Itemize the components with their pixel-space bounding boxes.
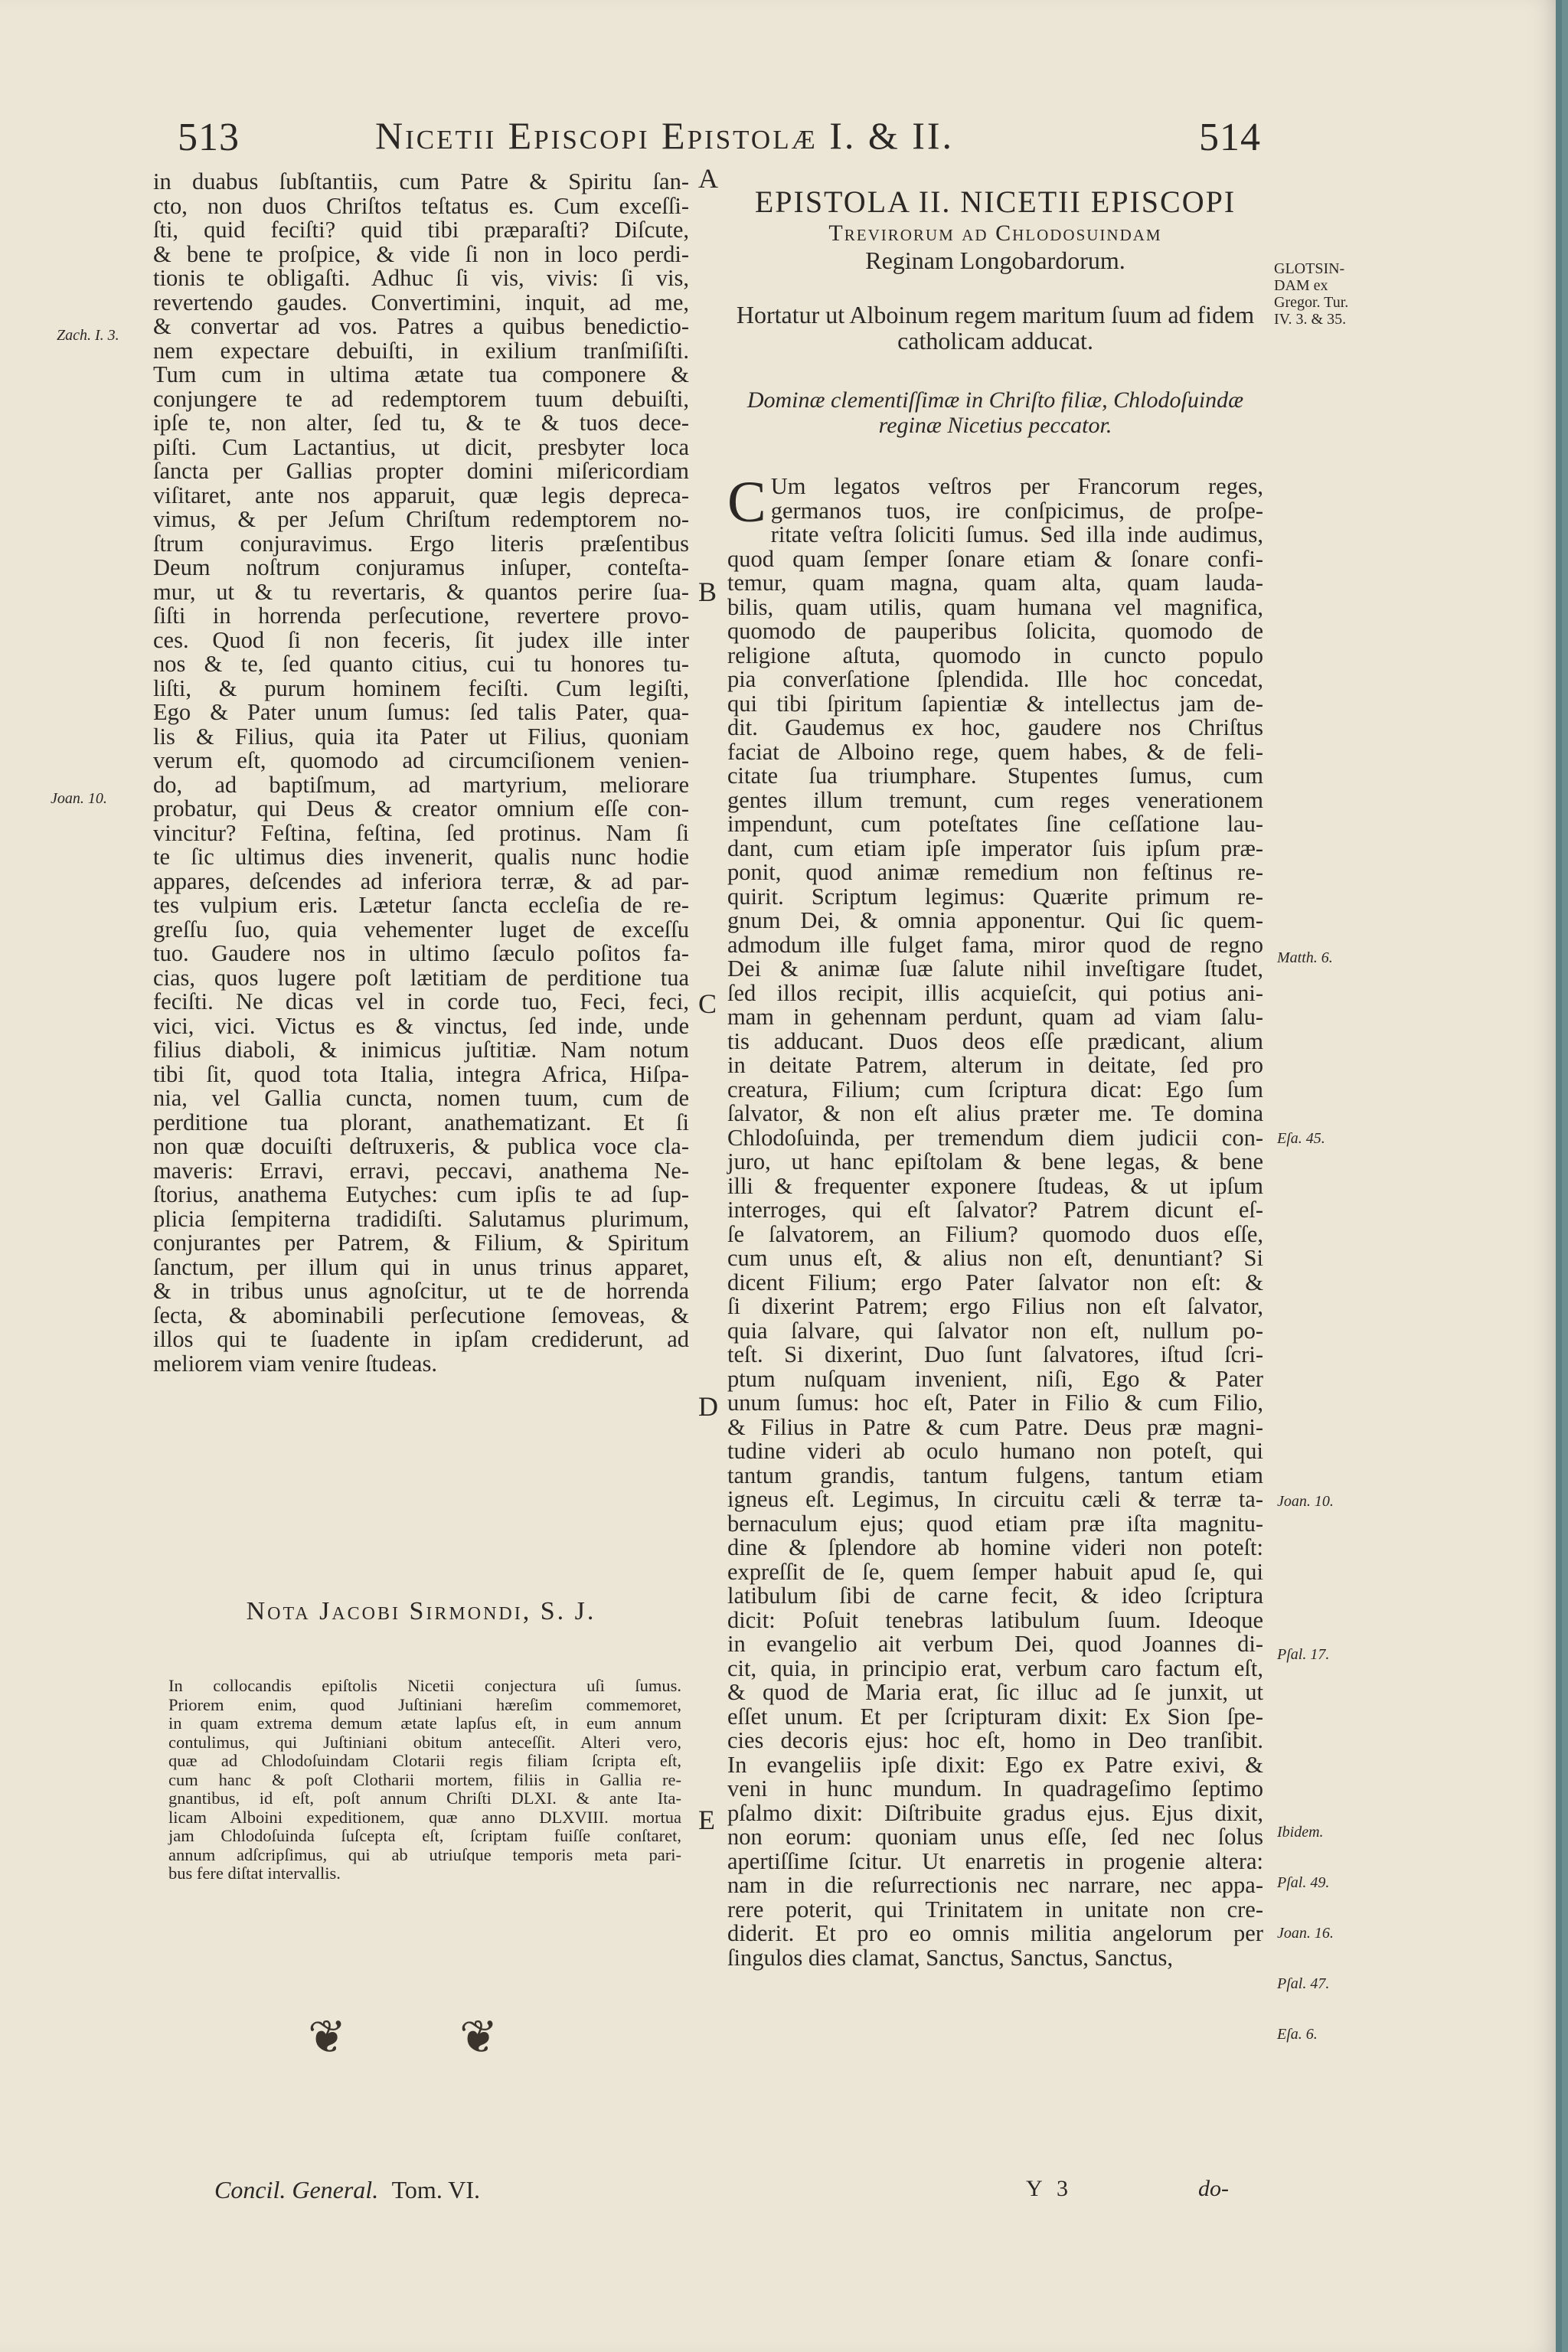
epistle-argument: Hortatur ut Alboinum regem maritum ſuum ad fidem catholicam adducat. [736, 301, 1255, 354]
nota-line: In collocandis epiſtolis Nicetii conjectura uſi ſumus. [168, 1676, 681, 1695]
section-letter-d: D [698, 1391, 718, 1422]
text-line: Um legatos veſtros per Francorum reges, [770, 473, 1263, 499]
text-line: Ego & Pater unum ſumus: ſed talis Pater, qua- [153, 699, 689, 725]
text-line: & convertar ad vos. Patres a quibus benedictio- [153, 313, 689, 339]
epistle-subtitle: Trevirorum ad Chlodosuindam [828, 220, 1162, 246]
nota-text [168, 1677, 681, 1883]
text-line: cit, quia, in principio erat, verbum caro factum eſt, [727, 1655, 1263, 1681]
nota-line: jam Chlodoſuinda ſuſcepta eſt, ſcriptam fuiſſe conſtaret, [168, 1826, 681, 1845]
text-line: verum eſt, quomodo ad circumciſionem venien- [153, 747, 689, 773]
text-line: latibulum ſibi de carne fecit, & ideo ſcriptura [727, 1583, 1263, 1609]
text-line: ſancta per Gallias propter domini miſericordiam [153, 458, 689, 484]
text-line: cies decoris ejus: hoc eſt, homo in Deo tranſibit. [727, 1727, 1263, 1753]
text-line: greſſu ſuo, quia vehementer luget de exceſſu [153, 916, 689, 942]
text-line: nia, vel Gallia cuncta, nomen tuum, cum de [153, 1085, 689, 1111]
margin-note-right: Joan. 10. [1277, 1493, 1334, 1510]
text-line: bernaculum ejus; quod etiam præ iſta magnitu- [727, 1510, 1263, 1537]
text-line: teſt. Si dixerint, Duo ſunt ſalvatores, iſtud ſcri- [727, 1341, 1263, 1367]
text-line: in duabus ſubſtantiis, cum Patre & Spiritu ſan- [153, 168, 689, 194]
text-line: quod quam ſemper ſonare etiam & ſonare confi- [727, 545, 1263, 572]
text-line: ſtrum conjuravimus. Ergo literis præſentibus [153, 530, 689, 557]
text-line: ſiſti in horrenda perſecutione, revertere provo- [153, 603, 689, 629]
nota-line: licam Alboini expeditionem, quæ anno DLXVIII. mortua [168, 1807, 681, 1827]
text-line: juro, ut hanc epiſtolam & bene legas, & bene [727, 1148, 1263, 1174]
text-line: tionis te obligaſti. Adhuc ſi vis, vivis: ſi vis, [153, 265, 689, 291]
text-line: diderit. Et pro eo omnis militia angelorum per [727, 1920, 1263, 1946]
left-text-column [153, 170, 689, 1376]
text-line: Chlodoſuinda, per tremendum diem judicii con- [727, 1124, 1263, 1151]
margin-note-right: Eſa. 45. [1277, 1130, 1325, 1147]
text-line: creatura, Filium; cum ſcriptura dicat: Ego ſum [727, 1076, 1263, 1102]
text-line: vimus, & per Jeſum Chriſtum redemptorem no- [153, 506, 689, 532]
text-line: tibi ſit, quod tota Italia, integra Africa, Hiſpa- [153, 1060, 689, 1087]
text-line: eſſet unum. Et per ſcripturam dixit: Ex Sion ſpe- [727, 1703, 1263, 1730]
text-line: in deitate Patrem, alterum in deitate, ſed pro [727, 1052, 1263, 1078]
text-line: tis adducant. Duos deos eſſe prædicant, alium [727, 1027, 1263, 1054]
footer-tome: Tom. VI. [391, 2176, 480, 2203]
text-line: ponit, quod animæ remedium non feſtinus re- [727, 859, 1263, 885]
text-line: ſecta, & abominabili perſecutione ſemoveas, & [153, 1302, 689, 1328]
nota-line: bus fere diſtat intervallis. [168, 1864, 341, 1883]
text-line: ritate veſtra ſoliciti ſumus. Sed illa inde audimus, [770, 521, 1263, 547]
text-line: nam in die reſurrectionis nec narrare, nec appa- [727, 1872, 1263, 1898]
margin-note-right: IV. 3. & 35. [1274, 311, 1347, 328]
margin-note-left: Zach. I. 3. [57, 327, 119, 344]
text-line: do, ad baptiſmum, ad martyrium, meliorare [153, 771, 689, 798]
page-edge [1556, 0, 1562, 2352]
text-line: ſtorius, anathema Eutyches: cum ipſis te ad ſup- [153, 1181, 689, 1207]
text-line: plicia ſempiterna tradidiſti. Salutamus plurimum, [153, 1205, 689, 1232]
text-line: ſanctum, per illum qui in unus trinus apparet, [153, 1253, 689, 1280]
text-line: ſingulos dies clamat, Sanctus, Sanctus, Sanctus, [727, 1944, 1173, 1971]
text-line: non quæ docuiſti deſtruxeris, & publica voce cla- [153, 1133, 689, 1159]
page-number-right: 514 [1199, 116, 1261, 159]
section-letter-b: B [698, 577, 717, 607]
drop-cap: C [727, 470, 766, 534]
margin-note-right: Pſal. 17. [1277, 1646, 1330, 1663]
margin-note-right: Joan. 16. [1277, 1925, 1334, 1942]
text-line: mur, ut & tu revertaris, & quantos perire ſua- [153, 578, 689, 605]
text-line: Tum cum in ultima ætate tua componere & [153, 361, 689, 387]
text-line: interroges, qui eſt ſalvator? Patrem dicunt eſ- [727, 1197, 1263, 1223]
text-line: maveris: Erravi, erravi, peccavi, anathema Ne- [153, 1157, 689, 1184]
margin-note-left: Joan. 10. [51, 790, 107, 807]
text-line: dicent Filium; ergo Pater ſalvator non eſt: & [727, 1269, 1263, 1295]
footer-council: Concil. General. [214, 2176, 379, 2203]
text-line: perditione tua plorant, anathematizant. Et ſi [153, 1109, 689, 1135]
text-line: ſti, quid feciſti? quid tibi præparaſti? Diſcute, [153, 217, 689, 243]
section-letter-c: C [698, 988, 717, 1019]
text-line: vici, vici. Victus es & vinctus, ſed inde, unde [153, 1012, 689, 1039]
margin-note-right: Gregor. Tur. [1274, 294, 1349, 311]
epistle-subtitle-2: Reginam Longobardorum. [865, 247, 1125, 274]
text-line: tantum grandis, tantum fulgens, tantum etiam [727, 1462, 1263, 1488]
margin-note-right: Pſal. 49. [1277, 1874, 1330, 1891]
text-line: illos qui te ſuadente in ipſam crediderunt, ad [153, 1326, 689, 1352]
margin-note-right: GLOTSIN- [1274, 260, 1345, 277]
text-line: quomodo de pauperibus ſolicita, quomodo de [727, 618, 1263, 644]
text-line: quia ſalvare, qui ſalvator non eſt, nullum po- [727, 1317, 1263, 1344]
section-letter-a: A [698, 163, 718, 194]
nota-line: contulimus, qui Juſtiniani obitum anteceſſit. Alteri vero, [168, 1732, 681, 1752]
text-line: citate ſua triumphare. Stupentes ſumus, cum [727, 763, 1263, 789]
nota-line: cum hanc & poſt Clotharii mortem, filiis in Gallia re- [168, 1769, 681, 1789]
text-line: dicit: Poſuit tenebras latibulum ſuum. Ideoque [727, 1606, 1263, 1633]
text-line: nos & te, ſed quanto citius, cui tu honores tu- [153, 651, 689, 677]
text-line: admodum ille fulget fama, miror quod de regno [727, 931, 1263, 958]
text-line: illi & frequenter exponere ſtudeas, & ut ipſum [727, 1172, 1263, 1199]
text-line: conjurantes per Patrem, & Filium, & Spiritum [153, 1230, 689, 1256]
text-line: temur, quam magna, quam alta, quam lauda- [727, 570, 1263, 596]
text-line: nem expectare debuiſti, in exilium tranſmiſiſti. [153, 337, 689, 364]
epistle-greeting: Dominæ clementiſſimæ in Chriſto filiæ, Chlodoſuindæ reginæ Nicetius peccator. [746, 387, 1244, 438]
epistle-title: EPISTOLA II. NICETII EPISCOPI [754, 185, 1236, 219]
nota-heading: Nota Jacobi Sirmondi, S. J. [246, 1597, 596, 1625]
text-line: Dei & animæ ſuæ ſalute nihil inveſtigare ſtudet, [727, 956, 1263, 982]
text-line: rere poterit, qui Trinitatem in unitate non cre- [727, 1896, 1263, 1922]
text-line: meliorem viam venire ſtudeas. [153, 1350, 437, 1377]
ornament-icon: ❦ [308, 2012, 347, 2063]
text-line: ptum nuſquam invenient, niſi, Ego & Pater [727, 1365, 1263, 1392]
text-line: quirit. Scriptum legimus: Quærite primum re- [727, 883, 1263, 910]
text-line: filius diaboli, & inimicus juſtitiæ. Nam notum [153, 1037, 689, 1063]
nota-line: annum adſcripſimus, qui ab utriuſque temporis meta pari- [168, 1844, 681, 1864]
text-line: feciſti. Ne dicas vel in corde tuo, Feci, feci, [153, 988, 689, 1014]
text-line: viſitaret, ante nos apparuit, quæ legis depreca- [153, 482, 689, 508]
catchword: do- [1198, 2176, 1229, 2201]
text-line: ſalvator, & non eſt alius præter me. Te domina [727, 1100, 1263, 1126]
text-line: & bene te proſpice, & vide ſi non in loco perdi- [153, 240, 689, 267]
right-text-column [727, 470, 1263, 1971]
text-line: & quod de Maria erat, ſic illuc ad ſe junxit, ut [727, 1679, 1263, 1705]
margin-note-right: Eſa. 6. [1277, 2026, 1318, 2043]
text-line: cum unus eſt, & alius non eſt, denuntiant? Si [727, 1245, 1263, 1271]
margin-note-right: Matth. 6. [1277, 949, 1333, 966]
text-line: ſed illos recipit, illis acquieſcit, qui potius ani- [727, 979, 1263, 1006]
footer-volume [214, 2176, 480, 2204]
text-line: gnum Dei, & omnia apponentur. Qui ſic quem- [727, 907, 1263, 933]
text-line: & in tribus unus agnoſcitur, ut te de horrenda [153, 1278, 689, 1304]
text-line: qui tibi ſpiritum ſapientiæ & intellectus jam de- [727, 690, 1263, 717]
text-line: dine & ſplendore ab homine videri non poteſt: [727, 1534, 1263, 1560]
text-line: dant, cum etiam ipſe imperator ſuis ipſum præ- [727, 835, 1263, 861]
text-line: pia converſatione ſplendida. Ille hoc concedat, [727, 666, 1263, 692]
text-line: ſe ſalvatorem, an Filium? quomodo duos eſſe, [727, 1220, 1263, 1247]
text-line: dit. Gaudemus ex hoc, gaudere nos Chriſtus [727, 714, 1263, 740]
text-line: vincitur? Feſtina, feſtina, ſed protinus. Nam ſi [153, 819, 689, 846]
text-line: gentes illum tremunt, cum reges venerationem [727, 786, 1263, 813]
nota-line: gnantibus, id eſt, poſt annum Chriſti DLXI. & ante Ita- [168, 1788, 681, 1808]
text-line: tuo. Gaudere nos in ultimo ſæculo poſitos fa- [153, 940, 689, 966]
text-line: cias, quos lugere poſt lætitiam de perditione tua [153, 964, 689, 991]
text-line: faciat de Alboino rege, quem habes, & de feli- [727, 738, 1263, 765]
text-line: pſalmo dixit: Diſtribuite gradus ejus. Ejus dixit, [727, 1799, 1263, 1826]
text-line: lis & Filius, quia ita Pater ut Filius, quoniam [153, 723, 689, 750]
text-line: In evangeliis ipſe dixit: Ego ex Patre exivi, & [727, 1751, 1263, 1778]
text-line: igneus eſt. Legimus, In circuitu cæli & terræ ta- [727, 1486, 1263, 1512]
text-line: & Filius in Patre & cum Patre. Deus præ magni- [727, 1413, 1263, 1440]
text-line: liſti, & purum hominem feciſti. Cum legiſti, [153, 675, 689, 701]
text-line: religione aſtuta, quomodo in cuncto populo [727, 642, 1263, 668]
ornament-icon: ❦ [459, 2012, 498, 2063]
margin-note-right: Ibidem. [1277, 1824, 1324, 1841]
text-line: piſti. Cum Lactantius, ut dicit, presbyter loca [153, 433, 689, 460]
text-line: tudine videri ab oculo humano non poteſt, qui [727, 1438, 1263, 1464]
text-line: ces. Quod ſi non feceris, ſit judex ille inter [153, 626, 689, 653]
text-line: conjungere te ad redemptorem tuum debuiſti, [153, 385, 689, 412]
text-line: unum ſumus: hoc eſt, Pater in Filio & cum Filio, [727, 1390, 1263, 1416]
margin-note-right: DAM ex [1274, 277, 1328, 294]
nota-line: Priorem enim, quod Juſtiniani hæreſim commemoret, [168, 1694, 681, 1714]
page-number-left: 513 [178, 116, 240, 159]
text-line: ipſe te, non alter, ſed tu, & te & tuos dece- [153, 410, 689, 436]
nota-line: in quam extrema demum ætate lapſus eſt, in eum annum [168, 1713, 681, 1733]
text-line: expreſſit de ſe, quem ſemper habuit apud ſe, qui [727, 1558, 1263, 1585]
text-line: te ſic ultimus dies invenerit, qualis nunc hodie [153, 844, 689, 870]
text-line: mam in gehennam perdunt, quam ad viam ſalu- [727, 1004, 1263, 1030]
margin-note-right: Pſal. 47. [1277, 1975, 1330, 1992]
text-line: ſi dixerint Patrem; ergo Filius non eſt ſalvator, [727, 1293, 1263, 1319]
nota-line: quæ ad Chlodoſuindam Clotarii regis filiam ſcripta eſt, [168, 1751, 681, 1770]
text-line: tes vulpium eris. Lætetur ſancta eccleſia de re- [153, 892, 689, 918]
running-title: Nicetii Episcopi Epistolæ I. & II. [375, 114, 955, 157]
text-line: germanos tuos, ire conſpicimus, de proſpe- [770, 497, 1263, 524]
signature-mark: Y 3 [1026, 2176, 1073, 2201]
text-line: cto, non duos Chriſtos teſtatus es. Cum exceſſi- [153, 192, 689, 219]
section-letter-e: E [698, 1805, 715, 1835]
text-line: revertendo gaudes. Convertimini, inquit, ad me, [153, 289, 689, 315]
text-line: appares, deſcendes ad inferiora terræ, & ad par- [153, 867, 689, 894]
text-line: apertiſſime ſcitur. Ut enarretis in progenie altera: [727, 1847, 1263, 1874]
text-line: non eorum: quoniam unus eſſe, ſed nec ſolus [727, 1824, 1263, 1850]
text-line: Deum noſtrum conjuramus inſuper, conteſta- [153, 554, 689, 580]
text-line: probatur, qui Deus & creator omnium eſſe con- [153, 795, 689, 822]
text-line: veni in hunc mundum. In quadrageſimo ſeptimo [727, 1775, 1263, 1802]
text-line: bilis, quam utilis, quam humana vel magnifica, [727, 593, 1263, 620]
text-line: in evangelio ait verbum Dei, quod Joannes di- [727, 1631, 1263, 1657]
text-line: impendunt, cum poteſtates ſine ceſſatione lau- [727, 811, 1263, 837]
